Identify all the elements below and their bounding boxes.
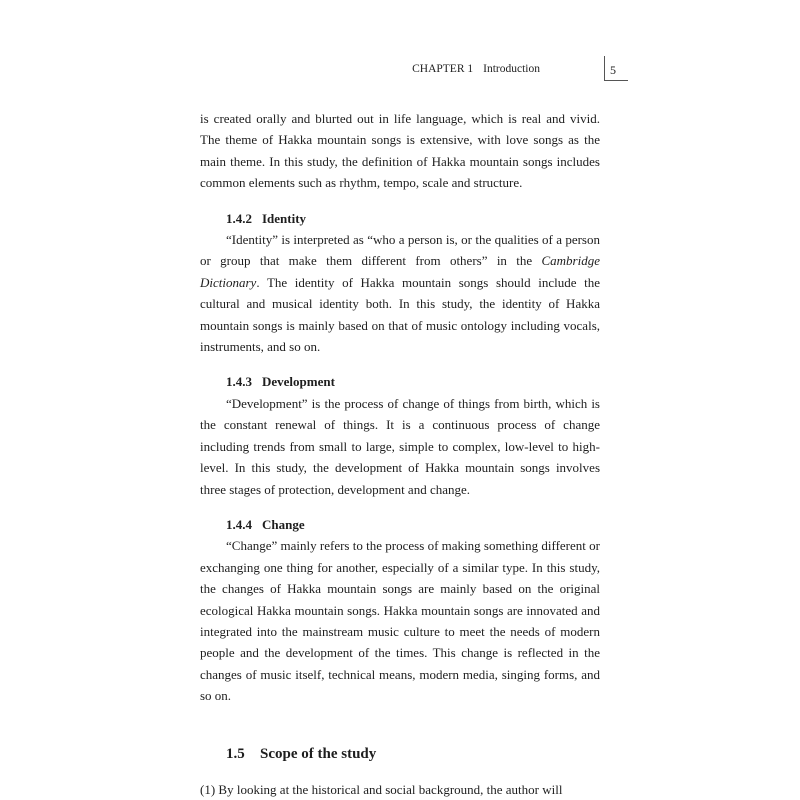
header-chapter-title: Introduction [483, 63, 540, 75]
header-chapter [412, 63, 540, 75]
change-paragraph: “Change” mainly refers to the process of making something different or exchanging one thing for another, especially of a similar type. In this study, the changes of Hakka mountain songs are mainly based on the original ecological Hakka mountain songs. Hakka mountain songs are innovated and integrated into the mainstream music culture to meet the needs of modern people and the development of the times. This change is reflected in the changes of music itself, technical means, modern media, singing forms, and so on. [200, 538, 600, 704]
section-number: 1.4.3 [226, 374, 252, 390]
page-body [200, 108, 600, 800]
scope-paragraph: (1) By looking at the historical and social background, the author will [200, 781, 563, 797]
section-heading-change [226, 514, 600, 535]
section-title: Scope of the study [260, 745, 377, 762]
section-title: Change [262, 516, 305, 532]
header-vertical-rule [604, 56, 605, 80]
identity-paragraph: “Identity” is interpreted as “who a person is, or the qualities of a person or group that make them different from others” in the Cambridge Dictionary. The identity of Hakka mountain songs should include the cultural and musical identity both. In this study, the identity of Hakka mountain songs is mainly based on that of music ontology including vocals, instruments, and so on. [200, 232, 600, 355]
section-number: 1.5 [226, 745, 245, 762]
section-title: Identity [262, 210, 307, 226]
section-number: 1.4.4 [226, 516, 252, 532]
development-paragraph: “Development” is the process of change of things from birth, which is the constant renewal of things. It is a continuous process of change including trends from small to large, simple to complex, low-level to high-level. In this study, the development of Hakka mountain songs involves three stages of protection, development and change. [200, 395, 600, 497]
header-horizontal-rule [604, 80, 628, 81]
intro-paragraph: is created orally and blurted out in life language, which is real and vivid. The theme of Hakka mountain songs is extensive, with love songs as the main theme. In this study, the definition of Hakka mountain songs includes common elements such as rhythm, tempo, scale and structure. [200, 111, 600, 191]
page-number: 5 [610, 63, 616, 77]
section-heading-identity [226, 208, 600, 229]
running-header [0, 62, 800, 82]
header-chapter-label: CHAPTER 1 [412, 63, 474, 75]
section-heading-development [226, 371, 600, 392]
section-title: Development [262, 374, 335, 390]
dictionary-title: Cambridge Dictionary [200, 253, 600, 290]
section-number: 1.4.2 [226, 210, 252, 226]
section-heading-scope [226, 743, 600, 765]
